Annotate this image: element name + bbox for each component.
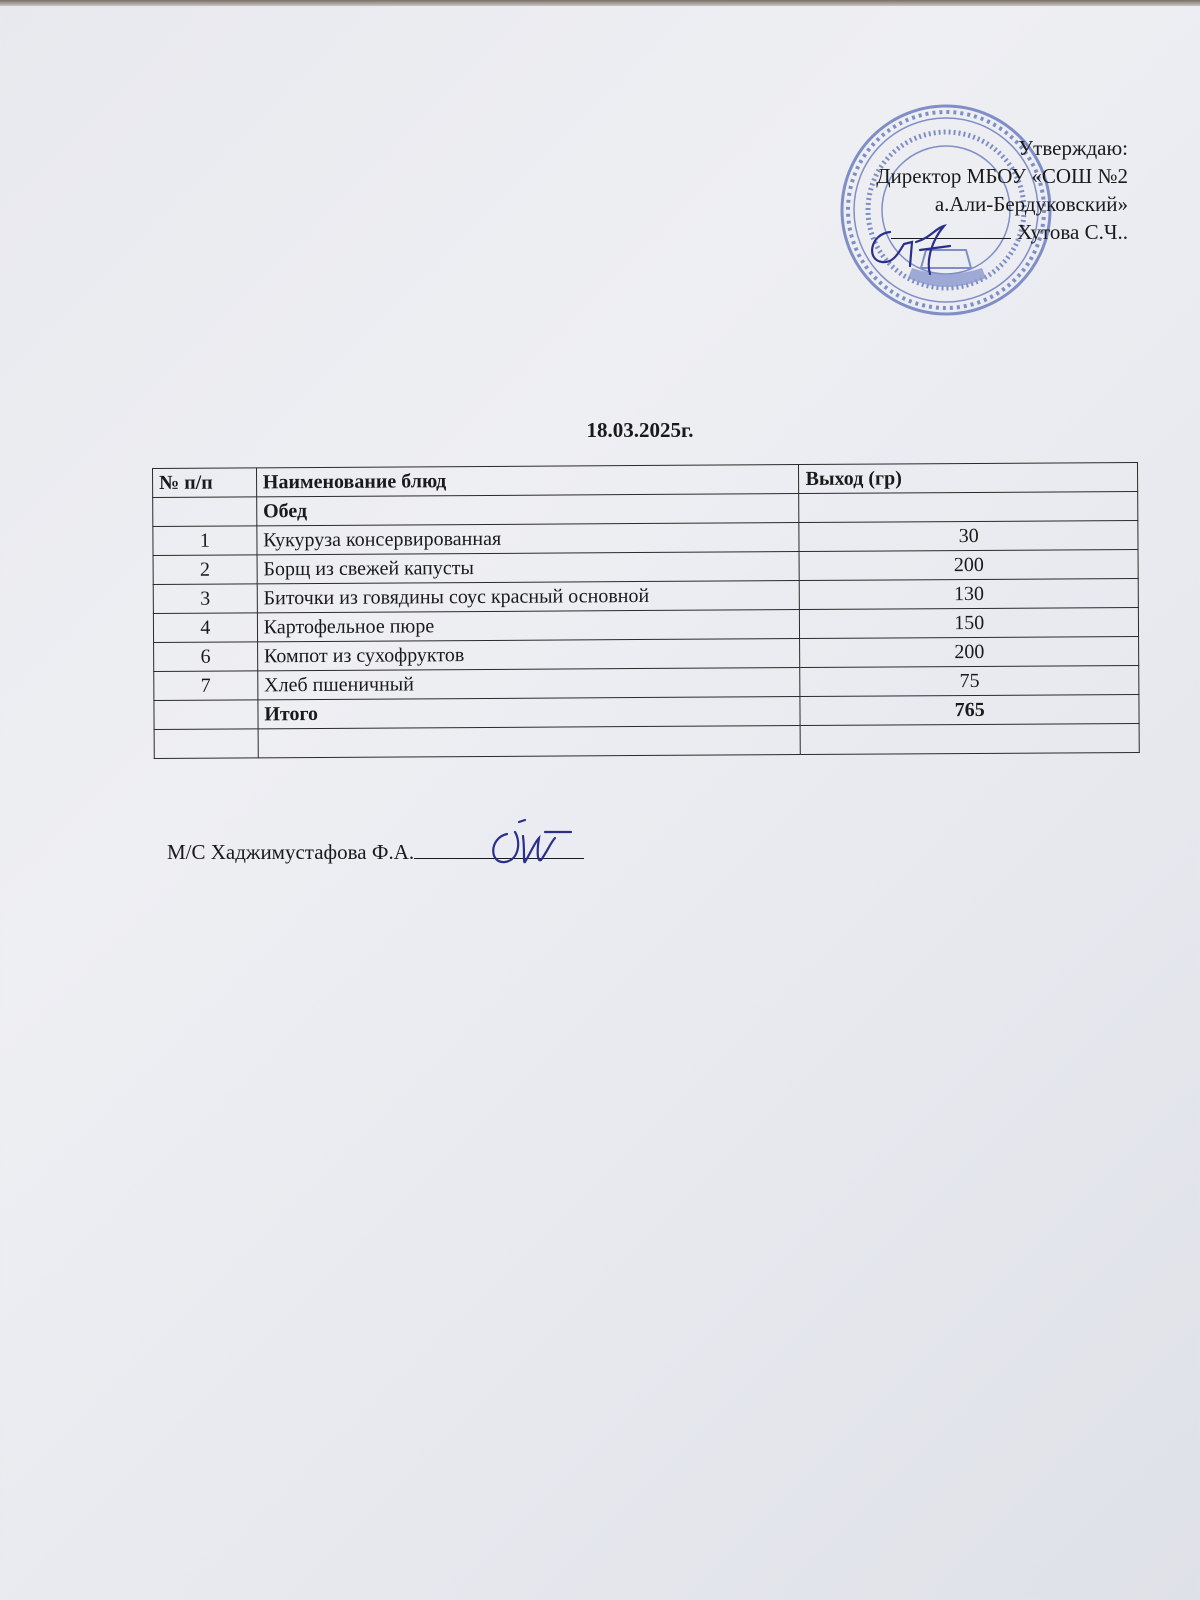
row-number: 3	[153, 584, 257, 614]
row-portion: 130	[800, 578, 1139, 609]
section-label: Обед	[256, 494, 799, 526]
row-portion: 150	[800, 607, 1139, 638]
page-top-edge	[0, 0, 1200, 6]
row-number: 2	[153, 555, 257, 585]
row-portion: 30	[799, 520, 1138, 551]
row-number: 7	[154, 671, 258, 701]
row-number: 4	[153, 613, 257, 643]
header-portion: Выход (гр)	[799, 462, 1138, 493]
approval-position: Директор МБОУ «СОШ №2	[876, 164, 1128, 188]
row-dish-name: Борщ из свежей капусты	[257, 552, 800, 584]
row-number: 1	[153, 526, 257, 556]
header-dish-name: Наименование блюд	[256, 465, 799, 497]
header-number: № п/п	[153, 468, 257, 498]
nurse-name: М/С Хаджимустафова Ф.А.	[167, 840, 415, 864]
cell-empty	[153, 497, 257, 527]
row-portion: 200	[800, 549, 1139, 580]
row-number: 6	[154, 642, 258, 672]
nurse-signature	[485, 812, 575, 872]
director-signature	[860, 220, 970, 280]
row-dish-name: Биточки из говядины соус красный основной	[257, 581, 800, 613]
menu-table	[152, 462, 1140, 759]
cell-empty	[258, 726, 801, 758]
empty-row	[154, 723, 1139, 758]
cell-empty	[801, 723, 1140, 754]
row-portion: 200	[800, 636, 1139, 667]
row-dish-name: Картофельное пюре	[257, 610, 800, 642]
total-value: 765	[800, 694, 1139, 725]
row-dish-name: Кукуруза консервированная	[257, 523, 800, 555]
cell-empty	[799, 491, 1138, 522]
document-date: 18.03.2025г.	[586, 418, 694, 442]
total-label: Итого	[258, 697, 801, 729]
cell-empty	[154, 729, 258, 759]
row-dish-name: Компот из сухофруктов	[257, 639, 800, 671]
approval-title: Утверждаю:	[1018, 136, 1128, 160]
row-dish-name: Хлеб пшеничный	[258, 668, 801, 700]
approval-name: Хутова С.Ч..	[1017, 220, 1128, 244]
row-portion: 75	[800, 665, 1139, 696]
cell-empty	[154, 700, 258, 730]
approval-school: а.Али-Бердуковский»	[934, 192, 1128, 216]
